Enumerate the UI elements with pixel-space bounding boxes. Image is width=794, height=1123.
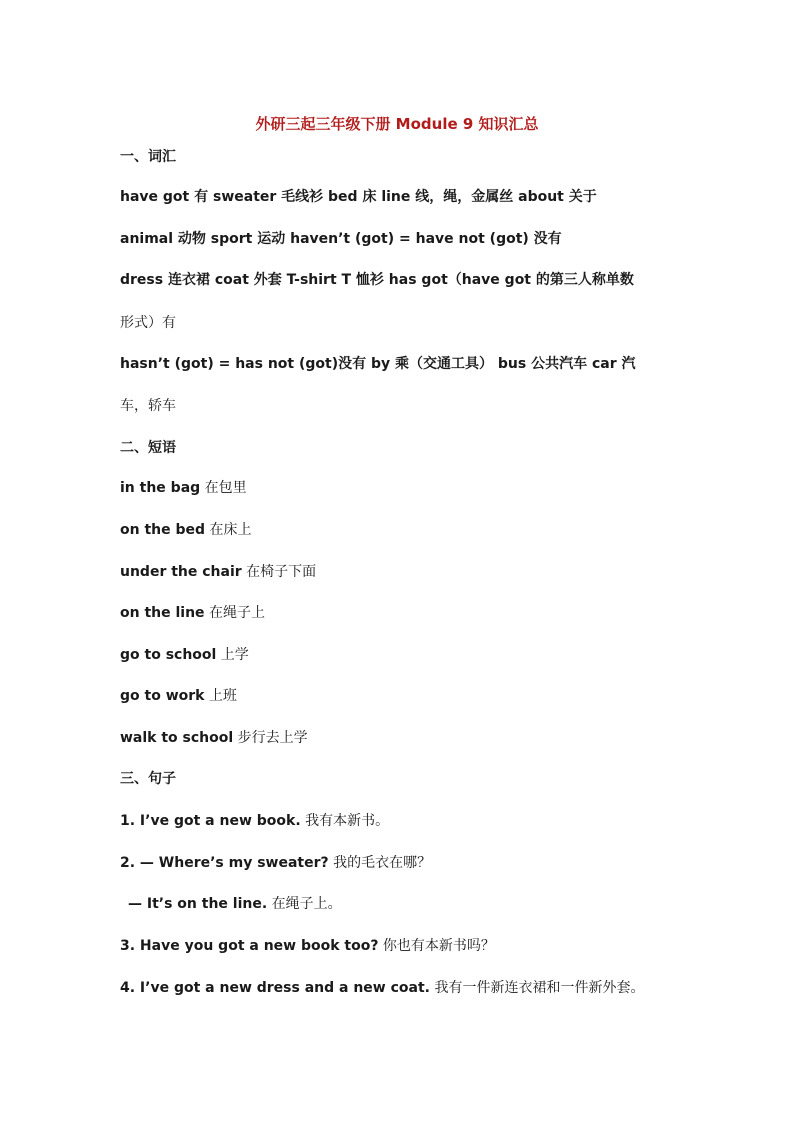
sentence-en: 4. I’ve got a new dress and a new coat. xyxy=(120,980,430,996)
phrase-zh: 在椅子下面 xyxy=(246,564,317,580)
vocab-line: 形式）有 xyxy=(120,315,176,331)
section-heading-phrases: 二、短语 xyxy=(120,440,176,456)
phrase-en: on the bed xyxy=(120,522,206,538)
sentence-zh: 我有一件新连衣裙和一件新外套。 xyxy=(434,980,645,996)
sentence-item xyxy=(120,977,644,997)
vocab-line: animal 动物 sport 运动 haven’t (got) = have not (got) 没有 xyxy=(120,231,562,247)
phrase-en: walk to school xyxy=(120,730,234,746)
phrase-zh: 上班 xyxy=(208,688,237,704)
vocab-line: have got 有 sweater 毛线衫 bed 床 line 线，绳，金属丝 about 关于 xyxy=(120,189,597,205)
sentence-item xyxy=(120,935,495,955)
phrase-item xyxy=(120,685,237,705)
phrase-en: go to school xyxy=(120,647,217,663)
section-heading-vocab: 一、词汇 xyxy=(120,149,176,165)
phrase-item xyxy=(120,602,265,622)
vocab-line: dress 连衣裙 coat 外套 T-shirt T 恤衫 has got（have got 的第三人称单数 xyxy=(120,272,634,288)
section-heading-sentences: 三、句子 xyxy=(120,771,176,787)
phrase-zh: 在绳子上 xyxy=(209,605,265,621)
vocab-line: 车，轿车 xyxy=(120,398,176,414)
sentence-en: — It’s on the line. xyxy=(128,896,268,912)
phrase-en: on the line xyxy=(120,605,205,621)
phrase-item xyxy=(120,561,316,581)
phrase-zh: 步行去上学 xyxy=(237,730,308,746)
vocab-line: hasn’t (got) = has not (got)没有 by 乘（交通工具） bus 公共汽车 car 汽 xyxy=(120,356,636,372)
sentence-en: 3. Have you got a new book too? xyxy=(120,938,379,954)
phrase-item xyxy=(120,644,249,664)
phrase-zh: 在床上 xyxy=(209,522,252,538)
sentence-item xyxy=(128,893,342,913)
phrase-en: in the bag xyxy=(120,480,201,496)
phrase-item xyxy=(120,519,251,539)
sentence-item xyxy=(120,810,389,830)
phrase-zh: 在包里 xyxy=(204,480,247,496)
sentence-zh: 我有本新书。 xyxy=(305,813,390,829)
phrase-en: under the chair xyxy=(120,564,242,580)
sentence-en: 2. — Where’s my sweater? xyxy=(120,855,329,871)
phrase-item xyxy=(120,477,247,497)
sentence-item xyxy=(120,852,431,872)
sentence-zh: 在绳子上。 xyxy=(271,896,342,912)
sentence-en: 1. I’ve got a new book. xyxy=(120,813,301,829)
sentence-zh: 我的毛衣在哪？ xyxy=(333,855,432,871)
sentence-zh: 你也有本新书吗？ xyxy=(382,938,495,954)
phrase-item xyxy=(120,727,308,747)
page-title: 外研三起三年级下册 Module 9 知识汇总 xyxy=(255,115,539,133)
phrase-zh: 上学 xyxy=(220,647,249,663)
phrase-en: go to work xyxy=(120,688,205,704)
